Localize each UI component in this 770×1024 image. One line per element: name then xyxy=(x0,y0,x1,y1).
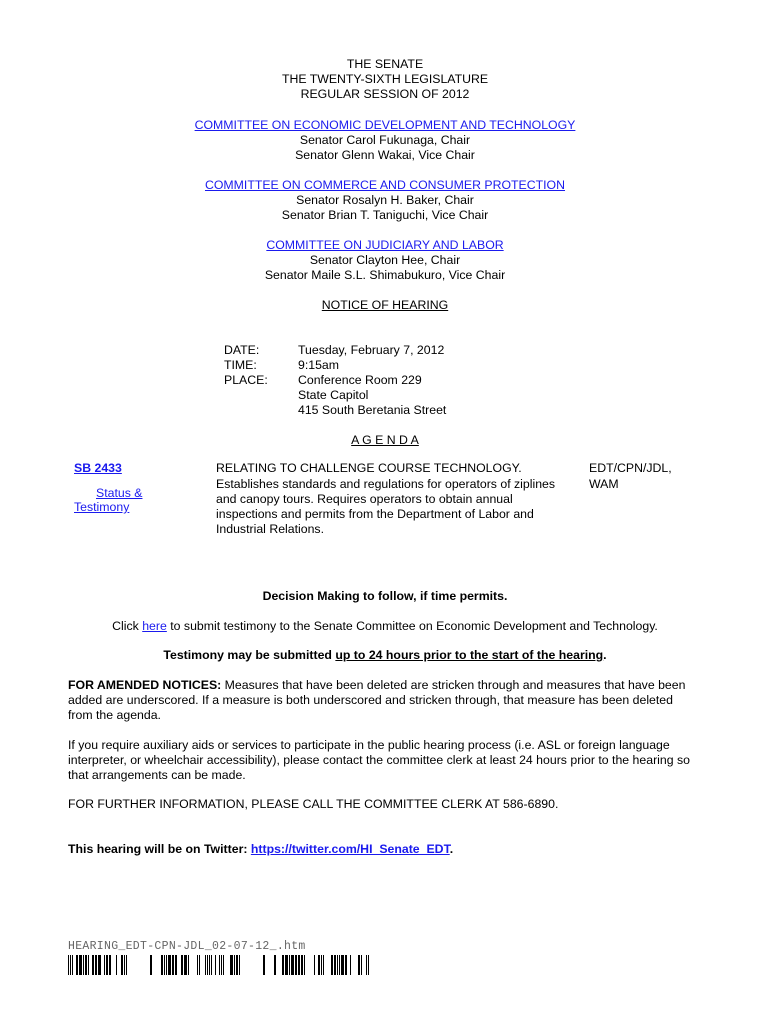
committee-edt-link[interactable]: COMMITTEE ON ECONOMIC DEVELOPMENT AND TECHNOLOGY xyxy=(194,118,576,132)
twitter-line: This hearing will be on Twitter: https://twitter.com/HI_Senate_EDT. xyxy=(68,842,454,856)
legislature-heading: THE TWENTY-SIXTH LEGISLATURE xyxy=(281,72,489,86)
date-value: Tuesday, February 7, 2012 xyxy=(298,343,445,357)
time-value: 9:15am xyxy=(298,358,340,372)
place-label: PLACE: xyxy=(224,373,268,387)
committee-edt-vice-chair: Senator Glenn Wakai, Vice Chair xyxy=(295,148,475,162)
submit-testimony-link[interactable]: here xyxy=(142,619,167,633)
place-building: State Capitol xyxy=(298,388,369,402)
bill-description-line: inspections and permits from the Department of Labor and xyxy=(216,507,534,521)
session-heading: REGULAR SESSION OF 2012 xyxy=(300,87,470,101)
further-information: FOR FURTHER INFORMATION, PLEASE CALL THE COMMITTEE CLERK AT 586-6890. xyxy=(68,797,559,811)
time-label: TIME: xyxy=(224,358,257,372)
status-testimony-link[interactable]: Status & xyxy=(96,486,143,500)
twitter-link[interactable]: https://twitter.com/HI_Senate_EDT xyxy=(250,842,450,856)
committee-edt-chair: Senator Carol Fukunaga, Chair xyxy=(299,133,471,147)
committee-jdl-vice-chair: Senator Maile S.L. Shimabukuro, Vice Chair xyxy=(264,268,506,282)
date-label: DATE: xyxy=(224,343,260,357)
bill-description-line: Industrial Relations. xyxy=(216,522,324,536)
bill-referral: EDT/CPN/JDL, xyxy=(589,461,672,475)
bill-description-line: and canopy tours. Requires operators to obtain annual xyxy=(216,492,513,506)
submit-testimony-line: Click here to submit testimony to the Senate Committee on Economic Development and Technology. xyxy=(112,619,658,633)
place-address: 415 South Beretania Street xyxy=(298,403,447,417)
committee-cpn-chair: Senator Rosalyn H. Baker, Chair xyxy=(296,193,474,207)
notice-title: NOTICE OF HEARING xyxy=(321,298,449,312)
committee-jdl-chair: Senator Clayton Hee, Chair xyxy=(309,253,461,267)
bill-description-line: Establishes standards and regulations for operators of ziplines xyxy=(216,477,556,491)
committee-cpn-vice-chair: Senator Brian T. Taniguchi, Vice Chair xyxy=(281,208,489,222)
decision-making-note: Decision Making to follow, if time permits. xyxy=(262,589,508,603)
footer-filename: HEARING_EDT-CPN-JDL_02-07-12_.htm xyxy=(68,940,306,953)
bill-link[interactable]: SB 2433 xyxy=(74,461,122,475)
amended-notices-paragraph: FOR AMENDED NOTICES: Measures that have been deleted are stricken through and measures that have been added are underscored. If a measure is both underscored and stricken through, that measure has been deleted from the agenda. xyxy=(68,678,686,722)
bill-referral-wam: WAM xyxy=(589,477,619,491)
agenda-title: A G E N D A xyxy=(351,433,419,447)
status-testimony-link-line2[interactable]: Testimony xyxy=(74,500,130,514)
place-room: Conference Room 229 xyxy=(298,373,422,387)
committee-cpn-link[interactable]: COMMITTEE ON COMMERCE AND CONSUMER PROTECTION xyxy=(204,178,566,192)
bill-title: RELATING TO CHALLENGE COURSE TECHNOLOGY. xyxy=(216,461,522,475)
auxiliary-aids-paragraph: If you require auxiliary aids or services to participate in the public hearing process (i.e. ASL or foreign language interpreter, or wheelchair accessibility), please contact the committee clerk at least 24 hours prior to the hearing so that arrangements can be made. xyxy=(68,738,690,782)
senate-heading: THE SENATE xyxy=(346,57,424,71)
barcode-image xyxy=(68,955,378,977)
committee-jdl-link[interactable]: COMMITTEE ON JUDICIARY AND LABOR xyxy=(266,238,504,252)
testimony-deadline: Testimony may be submitted up to 24 hours prior to the start of the hearing. xyxy=(163,648,607,662)
